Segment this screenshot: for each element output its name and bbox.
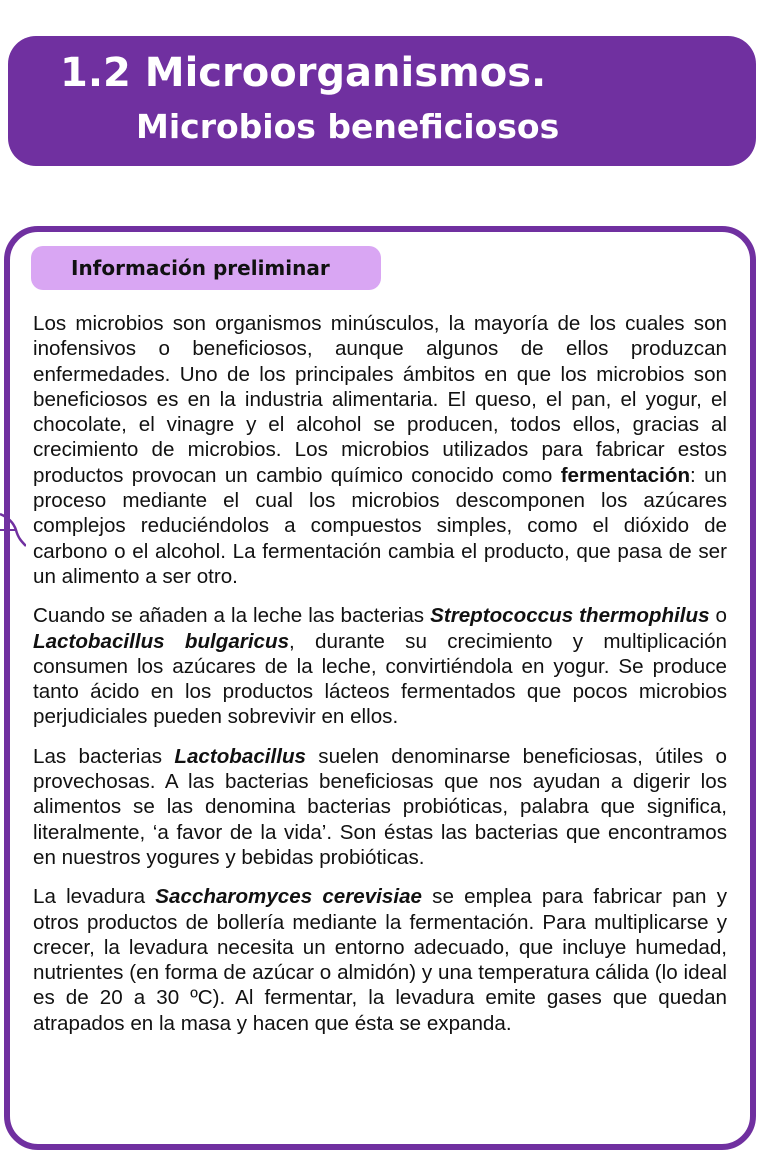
bold-term: fermentación [560, 463, 691, 487]
text-run: Los microbios son organismos minúsculos, la mayoría de los cuales son inofensivos o beneficiosos, aunque algunos de ellos produzcan enfermedades. Uno de los principales ámbitos en que los microbios son beneficiosos es en la industria alimentaria. El queso, el pan, el yogur, el chocolate, el vinagre y el alcohol se producen, todos ellos, gracias al crecimiento de microbios. Los microbios utilizados para fabricar estos productos provocan un cambio químico conocido como [33, 312, 727, 487]
text-run: Cuando se añaden a la leche las bacterias [33, 604, 431, 628]
page-subtitle: Microbios beneficiosos [136, 107, 560, 146]
text-run: o [709, 604, 727, 628]
species-name: Lactobacillus bulgaricus [33, 629, 290, 653]
species-name: Streptococcus thermophilus [430, 604, 710, 628]
text-run: suelen denominarse beneficiosas, útiles o provechosas. A las bacterias beneficiosas que nos ayudan a digerir los alimentos se las denomina bacterias probióticas, palabra que significa, literalmente, ‘a favor de la vida’. Son éstas las bacterias que encontramos en nuestros yogures y bebidas probióticas. [33, 744, 727, 869]
paragraph [33, 311, 727, 589]
text-run: La levadura [33, 885, 156, 909]
paragraph [33, 603, 727, 729]
text-run: Las bacterias [33, 744, 175, 768]
page-title: 1.2 Microorganismos. [60, 50, 547, 96]
species-name: Lactobacillus [174, 744, 306, 768]
title-banner [8, 36, 756, 166]
side-bracket-icon [0, 512, 26, 548]
text-run: , durante su crecimiento y multiplicación consumen los azúcares de la leche, convirtiéndola en yogur. Se produce tanto ácido en los productos lácteos fermentados que pocos microbios perjudiciales pueden sobrevivir en ellos. [33, 629, 727, 729]
text-run: : un proceso mediante el cual los microbios descomponen los azúcares complejos reduciéndolos a compuestos simples, como el dióxido de carbono o el alcohol. La fermentación cambia el producto, que pasa de ser un alimento a ser otro. [33, 463, 727, 588]
section-label: Información preliminar [31, 246, 381, 290]
paragraph [33, 744, 727, 870]
species-name: Saccharomyces cerevisiae [155, 885, 422, 909]
text-run: se emplea para fabricar pan y otros productos de bollería mediante la fermentación. Para multiplicarse y crecer, la levadura necesita un entorno adecuado, que incluye humedad, nutrientes (en forma de azúcar o almidón) y una temperatura cálida (lo ideal es de 20 a 30 ºC). Al fermentar, la levadura emite gases que quedan atrapados en la masa y hacen que ésta se expanda. [33, 885, 727, 1035]
body-text [33, 311, 727, 1036]
paragraph [33, 884, 727, 1036]
